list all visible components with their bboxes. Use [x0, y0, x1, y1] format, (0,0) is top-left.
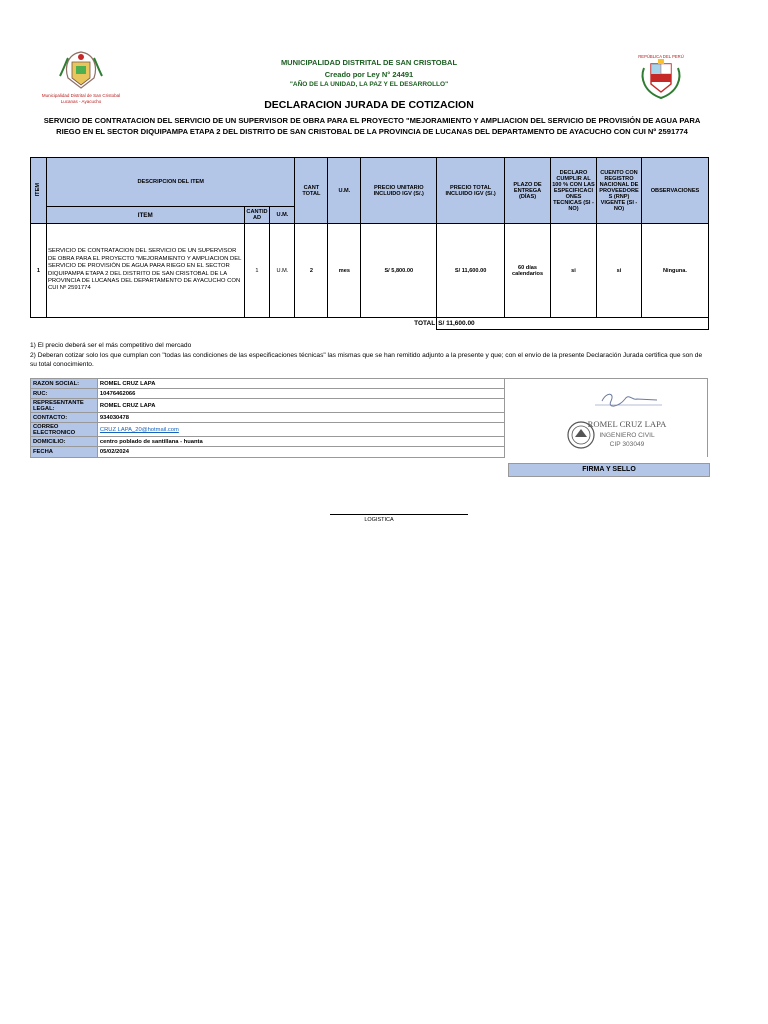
note-2: 2) Deberan cotizar solo los que cumplan con "todas las condiciones de las especificaciones técnicas" las mismas que se han remitido adjunto a la presente y que; con el envío de la presente Declaración Jurada certifica que son de su total conocimiento.	[30, 351, 703, 369]
page-title: DECLARACION JURADA DE COTIZACION	[264, 99, 474, 111]
header-rnp: CUENTO CON REGISTRO NACIONAL DE PROVEEDORE S (RNP) VIGENTE (SI - NO)	[596, 158, 641, 224]
creation-law: Creado por Ley N° 24491	[324, 70, 414, 79]
email-link[interactable]: CRUZ LAPA_20@hotmail.com	[99, 426, 179, 433]
header-delivery: PLAZO DE ENTREGA (DÍAS)	[505, 158, 551, 224]
row-cant-total: 2	[295, 224, 328, 318]
header-compliance: DECLARO CUMPLIR AL 100 % CON LAS ESPECIFICACI ONES TECNICAS (SI - NO)	[551, 158, 597, 224]
municipal-logo-text: Municipalidad Distrital de San Cristobal Lucanas - Ayacucho	[41, 93, 121, 104]
header-um: U.M.	[328, 158, 361, 224]
row-um: U.M.	[270, 224, 295, 318]
quotation-table	[30, 157, 709, 330]
representante-label: REPRESENTANTE LEGAL:	[31, 399, 98, 413]
total-label: TOTAL	[31, 318, 437, 330]
municipality-name: MUNICIPALIDAD DISTRITAL DE SAN CRISTOBAL	[280, 58, 458, 67]
correo-label: CORREO ELECTRONICO	[31, 423, 98, 437]
table-row	[31, 224, 709, 318]
row-unit-price: S/ 5,800.00	[361, 224, 437, 318]
fecha-value: 05/02/2024	[97, 447, 504, 457]
contacto-label: CONTACTO:	[31, 413, 98, 423]
row-um2: mes	[328, 224, 361, 318]
row-quantity: 1	[244, 224, 270, 318]
signature-label: FIRMA Y SELLO	[508, 463, 710, 477]
supplier-info-table	[30, 378, 708, 458]
contacto-value: 934030478	[97, 413, 504, 423]
stamp-role: INGENIERO CIVIL	[599, 432, 655, 439]
header-sub-um: U.M.	[270, 207, 295, 224]
razon-social-value: ROMEL CRUZ LAPA	[97, 379, 504, 389]
row-rnp: si	[596, 224, 641, 318]
notes	[30, 341, 710, 370]
header-item: ITEM	[31, 158, 47, 224]
header-unit-price: PRECIO UNITARIO INCLUIDO IGV (S/.)	[361, 158, 437, 224]
ruc-label: RUC:	[31, 389, 98, 399]
stamp-name: ROMEL CRUZ LAPA	[587, 419, 667, 429]
domicilio-label: DOMICILIO:	[31, 437, 98, 447]
header-sub-item: ITEM	[46, 207, 244, 224]
shield-caption: REPÚBLICA DEL PERÚ	[638, 54, 684, 59]
service-description: SERVICIO DE CONTRATACION DEL SERVICIO DE UN SUPERVISOR DE OBRA PARA EL PROYECTO "MEJORAMIENTO Y AMPLIACION DEL SERVICIO DE PROVISIÓN DE AGUA PARA RIEGO EN EL SECTOR DIQUIPAMPA ETAPA 2 DEL DISTRITO DE SAN CRISTOBAL DE LA PROVINCIA DE LUCANAS DEL DEPARTAMENTO DE AYACUCHO CON CUI Nº 2591774	[43, 116, 701, 136]
razon-social-label: RAZON SOCIAL:	[31, 379, 98, 389]
header-total-price: PRECIO TOTAL INCLUIDO IGV (S/.)	[437, 158, 505, 224]
stamp-graphic	[507, 379, 705, 457]
row-delivery: 60 días calendarios	[505, 224, 551, 318]
note-1: 1) El precio deberá ser el más competitivo del mercado	[30, 342, 192, 349]
row-description: SERVICIO DE CONTRATACION DEL SERVICIO DE UN SUPERVISOR DE OBRA PARA EL PROYECTO "MEJORAMIENTO Y AMPLIACION DEL SERVICIO DE PROVISIÓN DE AGUA PARA RIEGO EN EL SECTOR DIQUIPAMPA ETAPA 2 DEL DISTRITO DE SAN CRISTOBAL DE LA PROVINCIA DE LUCANAS DEL DEPARTAMENTO DE AYACUCHO CON CUI Nº 2591774	[46, 224, 244, 318]
header-quantity: CANTID AD	[244, 207, 270, 224]
domicilio-value: centro poblado de santillana - huanta	[97, 437, 504, 447]
representante-value: ROMEL CRUZ LAPA	[97, 399, 504, 413]
row-observations: Ninguna.	[641, 224, 708, 318]
total-value: S/ 11,600.00	[437, 318, 709, 330]
stamp-cip: CIP 303049	[609, 441, 645, 448]
ruc-value: 10476462066	[97, 389, 504, 399]
logistics-label: LOGISTICA	[364, 517, 394, 523]
header-cant-total: CANT TOTAL	[295, 158, 328, 224]
row-total-price: S/ 11,600.00	[437, 224, 505, 318]
header-observations: OBSERVACIONES	[641, 158, 708, 224]
header-description: DESCRIPCION DEL ITEM	[46, 158, 294, 207]
fecha-label: FECHA	[31, 447, 98, 457]
row-compliance: si	[551, 224, 597, 318]
year-motto: "AÑO DE LA UNIDAD, LA PAZ Y EL DESARROLLO"	[289, 81, 449, 88]
signature-stamp-area	[504, 379, 707, 458]
row-item-number: 1	[31, 224, 47, 318]
signature-line	[330, 514, 468, 515]
